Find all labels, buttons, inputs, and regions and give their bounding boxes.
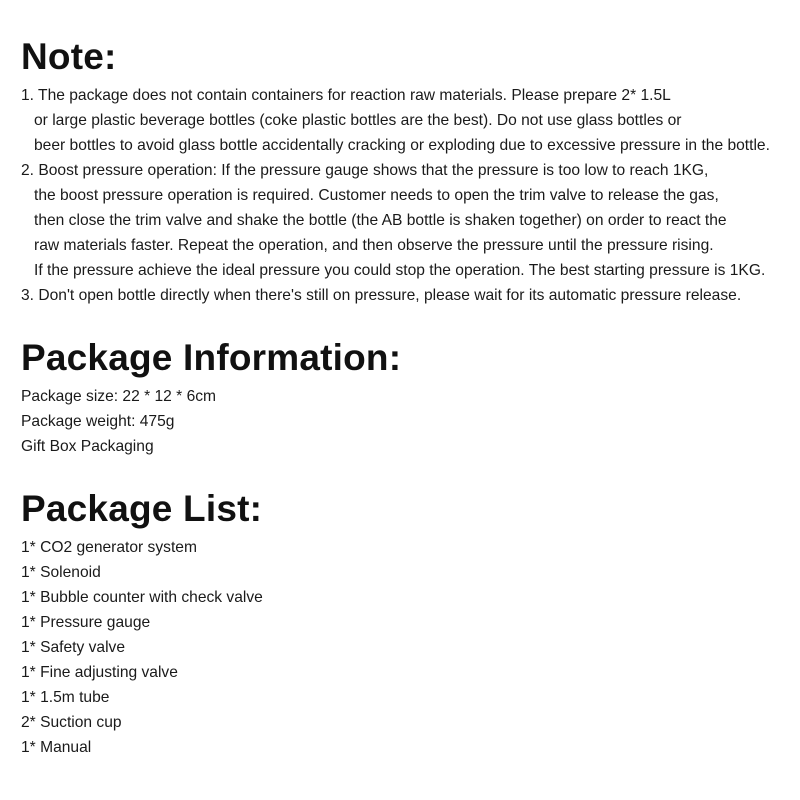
package-list-item: 1* 1.5m tube xyxy=(21,689,110,706)
note-list xyxy=(21,83,793,308)
package-list-item: 1* Fine adjusting valve xyxy=(21,664,178,681)
package-list-item: 1* CO2 generator system xyxy=(21,539,197,556)
document-page xyxy=(21,0,793,760)
package-information-list xyxy=(21,384,793,459)
note-line: raw materials faster. Repeat the operation, and then observe the pressure until the pressure rising. xyxy=(34,237,714,254)
package-list-item: 1* Safety valve xyxy=(21,639,126,656)
note-line: then close the trim valve and shake the bottle (the AB bottle is shaken together) on order to react the xyxy=(34,212,727,229)
package-information-line: Package size: 22 * 12 * 6cm xyxy=(21,388,217,405)
note-line: 3. Don't open bottle directly when there's still on pressure, please wait for its automatic pressure release. xyxy=(21,287,742,304)
note-line: 2. Boost pressure operation: If the pressure gauge shows that the pressure is too low to reach 1KG, xyxy=(21,162,709,179)
package-list xyxy=(21,535,793,760)
note-line: or large plastic beverage bottles (coke plastic bottles are the best). Do not use glass bottles or xyxy=(34,112,682,129)
package-list-item: 1* Manual xyxy=(21,739,92,756)
package-list-heading: Package List: xyxy=(21,488,263,529)
package-information-line: Package weight: 475g xyxy=(21,413,175,430)
note-line: If the pressure achieve the ideal pressure you could stop the operation. The best starting pressure is 1KG. xyxy=(34,262,766,279)
note-line: 1. The package does not contain containers for reaction raw materials. Please prepare 2* 1.5L xyxy=(21,87,671,104)
package-information-heading: Package Information: xyxy=(21,337,402,378)
note-line: the boost pressure operation is required. Customer needs to open the trim valve to release the gas, xyxy=(34,187,719,204)
package-list-item: 1* Bubble counter with check valve xyxy=(21,589,263,606)
package-list-item: 2* Suction cup xyxy=(21,714,122,731)
note-line: beer bottles to avoid glass bottle accidentally cracking or exploding due to excessive pressure in the bottle. xyxy=(34,137,770,154)
note-heading: Note: xyxy=(21,36,117,77)
package-list-item: 1* Pressure gauge xyxy=(21,614,151,631)
package-information-line: Gift Box Packaging xyxy=(21,438,154,455)
package-list-item: 1* Solenoid xyxy=(21,564,101,581)
